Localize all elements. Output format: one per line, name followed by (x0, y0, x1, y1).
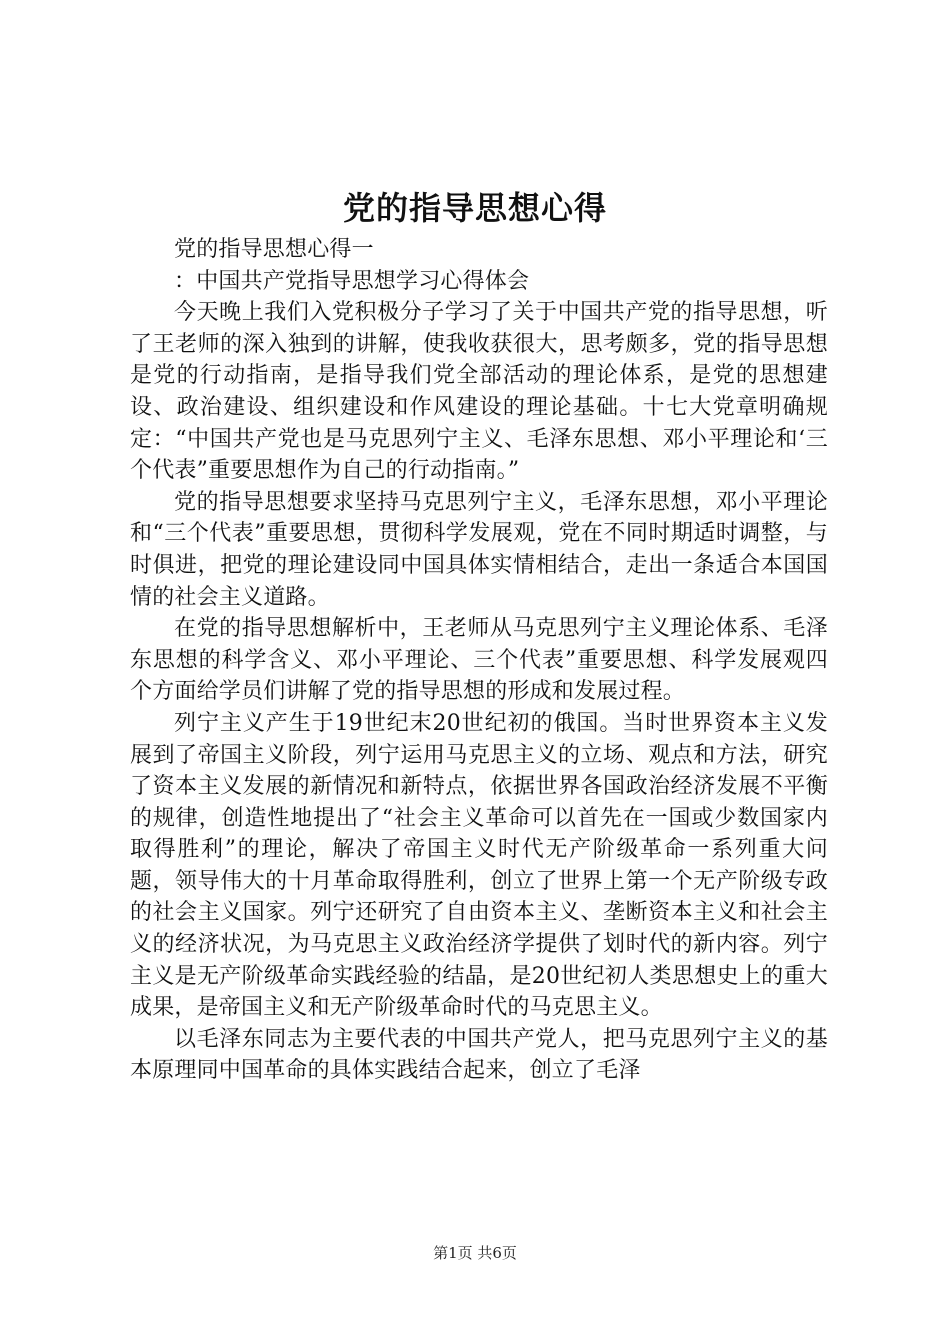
section-subheading: ：中国共产党指导思想学习心得体会 (174, 268, 530, 294)
paragraph-2: 党的指导思想要求坚持马克思列宁主义，毛泽东思想，邓小平理论和“三个代表”重要思想，贯彻科学发展观，党在不同时期适时调整，与时俱进，把党的理论建设同中国具体实情相结合，走出一条适合本国国情的社会主义道路。 (130, 489, 828, 610)
paragraph-4: 列宁主义产生于19世纪末20世纪初的俄国。当时世界资本主义发展到了帝国主义阶段，列宁运用马克思主义的立场、观点和方法，研究了资本主义发展的新情况和新特点，依据世界各国政治经济发展不平衡的规律，创造性地提出了“社会主义革命可以首先在一国或少数国家内取得胜利”的理论，解决了帝国主义时代无产阶级革命一系列重大问题，领导伟大的十月革命取得胜利，创立了世界上第一个无产阶级专政的社会主义国家。列宁还研究了自由资本主义、垄断资本主义和社会主义的经济状况，为马克思主义政治经济学提供了划时代的新内容。列宁主义是无产阶级革命实践经验的结晶，是20世纪初人类思想史上的重大成果，是帝国主义和无产阶级革命时代的马克思主义。 (130, 710, 828, 1021)
paragraph-5: 以毛泽东同志为主要代表的中国共产党人，把马克思列宁主义的基本原理同中国革命的具体实践结合起来，创立了毛泽 (130, 1026, 828, 1084)
page-footer: 第1页 共6页 (433, 1244, 517, 1262)
document-title: 党的指导思想心得 (342, 189, 607, 227)
section-heading: 党的指导思想心得一 (174, 237, 374, 262)
document-body (130, 234, 828, 1087)
paragraph-3: 在党的指导思想解析中，王老师从马克思列宁主义理论体系、毛泽东思想的科学含义、邓小平理论、三个代表”重要思想、科学发展观四个方面给学员们讲解了党的指导思想的形成和发展过程。 (130, 616, 828, 705)
paragraph-1: 今天晚上我们入党积极分子学习了关于中国共产党的指导思想，听了王老师的深入独到的讲解，使我收获很大，思考颇多，党的指导思想是党的行动指南，是指导我们党全部活动的理论体系，是党的思想建设、政治建设、组织建设和作风建设的理论基础。十七大党章明确规定：“中国共产党也是马克思列宁主义、毛泽东思想、邓小平理论和‘三个代表”重要思想作为自己的行动指南。” (130, 300, 828, 484)
